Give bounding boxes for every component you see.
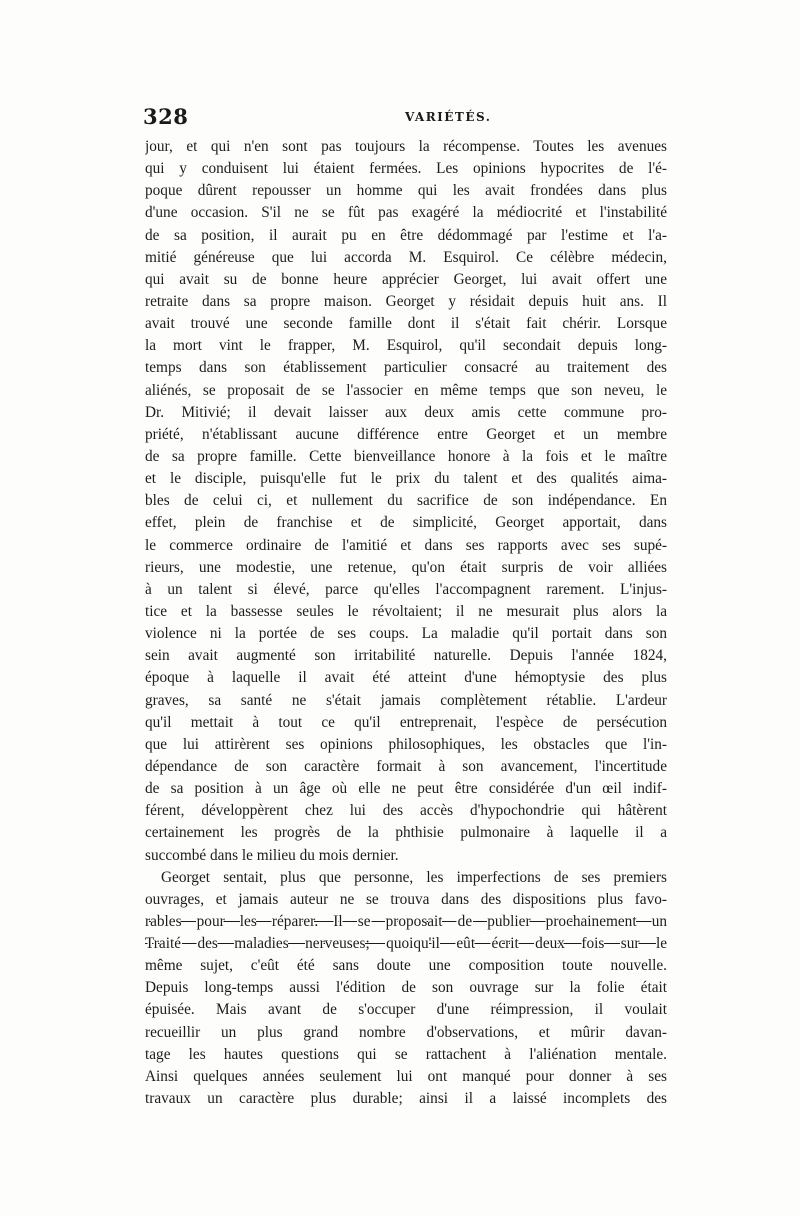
text-line: qui y conduisent lui étaient fermées. Les opinions hypocrites de l'é- [145, 160, 667, 178]
page-number: 328 [143, 104, 189, 129]
text-line: que lui attirèrent ses opinions philosophiques, les obstacles que l'in- [145, 735, 667, 753]
text-line: sein avait augmenté son irritabilité naturelle. Depuis l'année 1824, [145, 647, 667, 665]
text-line: avait trouvé une seconde famille dont il s'était fait chérir. Lorsque [145, 315, 667, 333]
text-line: mitié généreuse que lui accorda M. Esquirol. Ce célèbre médecin, [145, 248, 667, 266]
text-line: le commerce ordinaire de l'amitié et dans ses rapports avec ses supé- [145, 536, 667, 554]
text-line: priété, n'établissant aucune différence entre Georget et un membre [145, 425, 667, 443]
text-line-struck: rables pour les réparer. Il se proposait de publier prochainement un [145, 912, 667, 930]
text-line: époque à laquelle il avait été atteint d'une hémoptysie des plus [145, 669, 667, 687]
paragraph-start-line: Georget sentait, plus que personne, les imperfections de ses premiers [161, 868, 667, 886]
text-line: retraite dans sa propre maison. Georget y résidait depuis huit ans. Il [145, 292, 667, 310]
text-line: aliénés, se proposait de se l'associer en même temps que son neveu, le [145, 381, 667, 399]
text-line-struck: Traité des maladies nerveuses; quoiqu'il eût écrit deux fois sur le [145, 935, 667, 953]
text-line: tice et la bassesse seules le révoltaient; il ne mesurait plus alors la [145, 602, 667, 620]
text-line: qui avait su de bonne heure apprécier Georget, lui avait offert une [145, 270, 667, 288]
text-line: Ainsi quelques années seulement lui ont manqué pour donner à ses [145, 1067, 667, 1085]
text-line: certainement les progrès de la phthisie pulmonaire à laquelle il a [145, 824, 667, 842]
text-line: à un talent si élevé, parce qu'elles l'accompagnent rarement. L'injus- [145, 580, 667, 598]
text-line: même sujet, c'eût été sans doute une composition toute nouvelle. [145, 957, 667, 975]
paragraph-end-line: succombé dans le milieu du mois dernier. [145, 846, 399, 864]
page-header [143, 104, 667, 134]
text-line: temps dans son établissement particulier consacré au traitement des [145, 359, 667, 377]
text-line: tage les hautes questions qui se rattachent à l'aliénation mentale. [145, 1045, 667, 1063]
text-line: ouvrages, et jamais auteur ne se trouva dans des dispositions plus favo- [145, 890, 667, 908]
running-head: VARIÉTÉS. [405, 110, 492, 124]
text-line: recueillir un plus grand nombre d'observations, et mûrir davan- [145, 1023, 667, 1041]
text-line: la mort vint le frapper, M. Esquirol, qu'il secondait depuis long- [145, 337, 667, 355]
text-line: de sa position à un âge où elle ne peut être considérée d'un œil indif- [145, 780, 667, 798]
text-line: jour, et qui n'en sont pas toujours la récompense. Toutes les avenues [145, 138, 667, 155]
text-line: épuisée. Mais avant de s'occuper d'une réimpression, il voulait [145, 1001, 667, 1019]
text-line: rieurs, une modestie, une retenue, qu'on était surpris de voir alliées [145, 558, 667, 576]
text-line: Depuis long-temps aussi l'édition de son ouvrage sur la folie était [145, 979, 667, 997]
body-text [145, 136, 667, 1110]
text-line: qu'il mettait à tout ce qu'il entreprenait, l'espèce de persécution [145, 713, 667, 731]
text-line: graves, sa santé ne s'était jamais complètement rétablie. L'ardeur [145, 691, 667, 709]
text-line: d'une occasion. S'il ne se fût pas exagéré la médiocrité et l'instabilité [145, 204, 667, 222]
text-line: travaux un caractère plus durable; ainsi il a laissé incomplets des [145, 1090, 667, 1108]
text-line: dépendance de son caractère formait à son avancement, l'incertitude [145, 757, 667, 775]
text-line: violence ni la portée de ses coups. La maladie qu'il portait dans son [145, 625, 667, 643]
text-line: poque dûrent repousser un homme qui les avait frondées dans plus [145, 182, 667, 200]
text-line: Dr. Mitivié; il devait laisser aux deux amis cette commune pro- [145, 403, 667, 421]
text-line: et le disciple, puisqu'elle fut le prix du talent et des qualités aima- [145, 470, 667, 488]
text-line: de sa position, il aurait pu en être dédommagé par l'estime et l'a- [145, 226, 667, 244]
text-line: de sa propre famille. Cette bienveillance honore à la fois et le maître [145, 447, 667, 465]
text-line: bles de celui ci, et nullement du sacrifice de son indépendance. En [145, 492, 667, 510]
text-line: effet, plein de franchise et de simplicité, Georget apportait, dans [145, 514, 667, 532]
text-line: férent, développèrent chez lui des accès d'hypochondrie qui hâtèrent [145, 802, 667, 820]
